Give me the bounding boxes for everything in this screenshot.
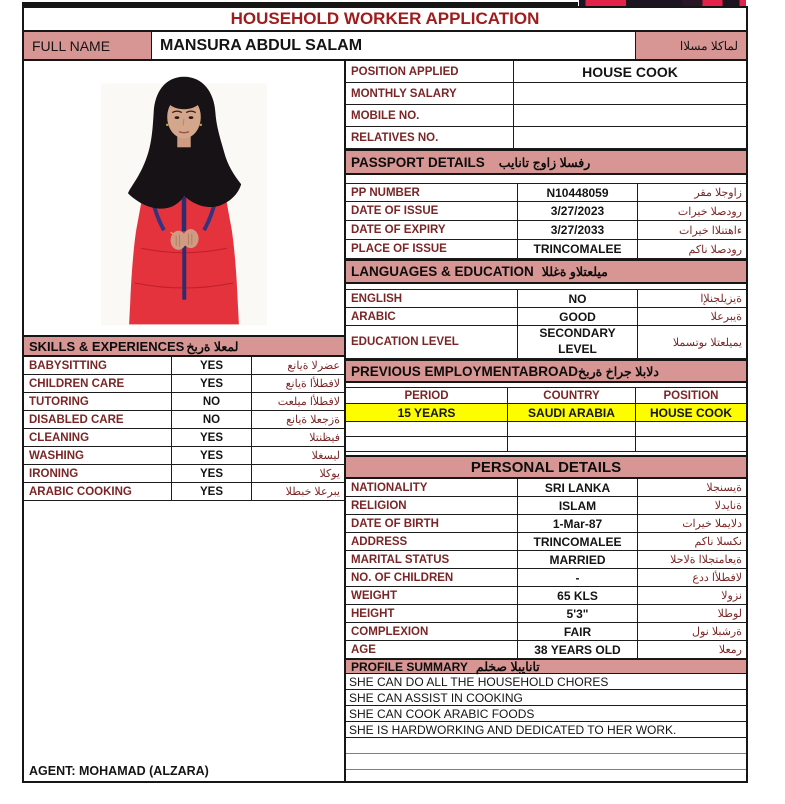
field-value: SRI LANKA xyxy=(518,479,638,496)
table-row xyxy=(346,569,746,587)
field-label: PP NUMBER xyxy=(346,184,518,201)
skill-label-arabic: يبرعلا خبطلا xyxy=(285,486,340,498)
skill-label-arabic: لافطلأا ةيانع xyxy=(285,378,340,390)
skill-value: YES xyxy=(172,483,252,500)
skill-label-arabic: يوكلا xyxy=(319,468,340,480)
profile-title: PROFILE SUMMARY xyxy=(351,659,468,674)
summary-line: SHE IS HARDWORKING AND DEDICATED TO HER WORK. xyxy=(346,722,746,738)
column-header: PERIOD xyxy=(346,388,508,403)
employment-country: SAUDI ARABIA xyxy=(508,404,636,421)
table-row xyxy=(346,587,746,605)
employment-title: PREVIOUS EMPLOYMENTABROAD xyxy=(351,363,579,379)
field-label: POSITION APPLIED xyxy=(346,61,514,82)
field-value: 3/27/2033 xyxy=(518,221,638,239)
languages-title: LANGUAGES & EDUCATION xyxy=(351,264,534,279)
skill-value: YES xyxy=(172,465,252,482)
table-row xyxy=(346,105,746,127)
field-label: PLACE OF ISSUE xyxy=(346,240,518,258)
profile-section-header xyxy=(346,659,746,674)
field-label: COMPLEXION xyxy=(346,623,518,640)
skill-label-arabic: ليسغلا xyxy=(311,450,340,462)
empty-cell xyxy=(346,422,508,436)
field-value: N10448059 xyxy=(518,184,638,201)
empty-cell xyxy=(346,437,508,451)
profile-title-arabic: تانايبلا صخلم xyxy=(475,660,540,674)
field-value xyxy=(514,127,746,148)
field-label: DATE OF BIRTH xyxy=(346,515,518,532)
field-label: DATE OF EXPIRY xyxy=(346,221,518,239)
table-row xyxy=(346,289,746,308)
field-label: DATE OF ISSUE xyxy=(346,202,518,220)
field-value: HOUSE COOK xyxy=(582,63,678,80)
column-header: POSITION xyxy=(663,389,719,402)
skills-section-header xyxy=(24,335,344,357)
employment-row-empty xyxy=(346,437,746,452)
field-label-arabic: ةيبرعلا xyxy=(710,311,742,323)
field-label: ENGLISH xyxy=(346,290,518,307)
field-value: 65 KLS xyxy=(518,587,638,604)
languages-title-arabic: ميلعتلاو ةغللا xyxy=(541,265,608,279)
table-row xyxy=(346,605,746,623)
field-label: MOBILE NO. xyxy=(346,105,514,126)
skill-label-arabic: ةزجعلا ةيانع xyxy=(286,414,340,426)
field-label-arabic: ءاهتنلاا خيرات xyxy=(679,224,742,237)
field-label: WEIGHT xyxy=(346,587,518,604)
field-label: MARITAL STATUS xyxy=(346,551,518,568)
table-row xyxy=(346,497,746,515)
right-column xyxy=(344,61,746,781)
skill-label: CLEANING xyxy=(24,429,172,446)
summary-line-empty xyxy=(346,738,746,754)
field-label-arabic: نكسلا ناكم xyxy=(694,536,742,548)
page-title: HOUSEHOLD WORKER APPLICATION xyxy=(24,8,746,32)
personal-section-header xyxy=(346,455,746,479)
field-label-arabic: رودصلا ناكم xyxy=(688,243,742,256)
skill-row xyxy=(24,411,344,429)
employment-position: HOUSE COOK xyxy=(649,405,732,420)
summary-line: SHE CAN ASSIST IN COOKING xyxy=(346,690,746,706)
table-row xyxy=(346,221,746,240)
field-label-arabic: ةيزيلجنلإا xyxy=(700,293,742,305)
field-value: FAIR xyxy=(518,623,638,640)
field-label-arabic: دلايملا خيرات xyxy=(682,518,742,530)
employment-period: 15 YEARS xyxy=(346,404,508,421)
skill-label: BABYSITTING xyxy=(24,357,172,374)
field-label-arabic: لوطلا xyxy=(717,608,742,620)
skill-value: YES xyxy=(172,447,252,464)
field-value: 3/27/2023 xyxy=(518,202,638,220)
field-value xyxy=(514,105,746,126)
full-name-label-arabic: لماكلا مسلاا xyxy=(636,32,746,59)
table-row xyxy=(346,515,746,533)
skill-row xyxy=(24,465,344,483)
table-row xyxy=(346,308,746,326)
skill-value: YES xyxy=(172,375,252,392)
table-row xyxy=(346,641,746,659)
skill-label-arabic: عضرلا ةيانع xyxy=(287,360,340,372)
column-header: COUNTRY xyxy=(508,388,636,403)
field-label-arabic: نزولا xyxy=(721,590,742,602)
passport-title: PASSPORT DETAILS xyxy=(351,154,485,170)
field-label-arabic: زاوجلا مقر xyxy=(694,187,742,199)
field-label: MONTHLY SALARY xyxy=(346,83,514,104)
empty-cell xyxy=(636,437,746,451)
passport-section-header xyxy=(346,149,746,175)
applicant-portrait-illustration xyxy=(24,61,344,335)
field-label-arabic: رودصلا خيرات xyxy=(677,205,742,218)
table-row xyxy=(346,551,746,569)
table-row xyxy=(346,183,746,202)
skill-label: WASHING xyxy=(24,447,172,464)
table-row xyxy=(346,202,746,221)
skill-row xyxy=(24,375,344,393)
summary-line: SHE CAN DO ALL THE HOUSEHOLD CHORES xyxy=(346,674,746,690)
skill-row xyxy=(24,447,344,465)
summary-line-empty xyxy=(346,770,746,781)
application-document xyxy=(22,6,748,783)
field-label-arabic: ةنايدلا xyxy=(714,500,742,512)
field-label-arabic: ةرشبلا نول xyxy=(692,626,742,638)
field-value: 1-Mar-87 xyxy=(518,515,638,532)
field-label: NO. OF CHILDREN xyxy=(346,569,518,586)
field-value xyxy=(514,83,746,104)
empty-cell xyxy=(508,437,636,451)
skills-title-arabic: لمعلا ةربخ xyxy=(186,339,239,354)
skill-value: NO xyxy=(172,411,252,428)
left-column xyxy=(24,61,344,781)
table-row xyxy=(346,83,746,105)
skill-row xyxy=(24,357,344,375)
field-value: MARRIED xyxy=(518,551,638,568)
full-name-row xyxy=(24,32,746,61)
field-label: AGE xyxy=(346,641,518,658)
field-label: HEIGHT xyxy=(346,605,518,622)
personal-title: PERSONAL DETAILS xyxy=(470,458,622,476)
skill-value: YES xyxy=(172,357,252,374)
employment-row-empty xyxy=(346,422,746,437)
field-label-arabic: ةيعامتجلاا ةلاحلا xyxy=(670,554,742,566)
skill-label-arabic: لافطلأا ميلعت xyxy=(277,396,340,408)
summary-line-empty xyxy=(346,754,746,770)
skill-row xyxy=(24,429,344,447)
skills-title: SKILLS & EXPERIENCES xyxy=(29,338,185,354)
passport-title-arabic: رفسلا زاوج تانايب xyxy=(498,155,591,170)
field-value: ISLAM xyxy=(518,497,638,514)
skill-row xyxy=(24,483,344,501)
field-label-arabic: ةيسنجلا xyxy=(706,482,742,494)
table-row xyxy=(346,533,746,551)
skill-label: CHILDREN CARE xyxy=(24,375,172,392)
table-row xyxy=(346,623,746,641)
summary-line: SHE CAN COOK ARABIC FOODS xyxy=(346,706,746,722)
field-label-arabic: لافطلأا ددع xyxy=(692,572,742,584)
employment-section-header xyxy=(346,359,746,383)
agent-line: AGENT: MOHAMAD (ALZARA) xyxy=(29,764,209,778)
field-value: GOOD xyxy=(518,308,638,325)
employment-row-highlighted xyxy=(346,404,746,422)
full-name-value: MANSURA ABDUL SALAM xyxy=(152,32,636,59)
field-value: - xyxy=(518,569,638,586)
table-row xyxy=(346,127,746,149)
field-label: ARABIC xyxy=(346,308,518,325)
field-label-arabic: يميلعتلا ىوتسملا xyxy=(672,336,742,349)
skill-label: DISABLED CARE xyxy=(24,411,172,428)
empty-cell xyxy=(636,422,746,436)
field-value: NO xyxy=(518,290,638,307)
applicant-photo xyxy=(24,61,344,335)
full-name-label: FULL NAME xyxy=(24,32,152,59)
field-label-arabic: رمعلا xyxy=(718,644,742,656)
field-label: EDUCATION LEVEL xyxy=(346,326,518,358)
field-label: NATIONALITY xyxy=(346,479,518,496)
field-value: SECONDARY LEVEL xyxy=(518,326,638,358)
table-row xyxy=(346,61,746,83)
field-label: RELIGION xyxy=(346,497,518,514)
skill-value: YES xyxy=(172,429,252,446)
field-label: ADDRESS xyxy=(346,533,518,550)
field-label: RELATIVES NO. xyxy=(346,127,514,148)
languages-section-header xyxy=(346,259,746,284)
skill-label: IRONING xyxy=(24,465,172,482)
table-row xyxy=(346,326,746,359)
field-value: 5'3" xyxy=(518,605,638,622)
field-value: TRINCOMALEE xyxy=(518,240,638,258)
skill-label-arabic: فيظنتلا xyxy=(309,432,340,444)
empty-cell xyxy=(508,422,636,436)
table-row xyxy=(346,240,746,259)
employment-column-headers xyxy=(346,387,746,404)
skill-label: ARABIC COOKING xyxy=(24,483,172,500)
table-row xyxy=(346,479,746,497)
field-value: TRINCOMALEE xyxy=(518,533,638,550)
skill-value: NO xyxy=(172,393,252,410)
skill-label: TUTORING xyxy=(24,393,172,410)
field-value: 38 YEARS OLD xyxy=(518,641,638,658)
employment-title-arabic: دلابلا جراخ ةربخ xyxy=(578,364,659,379)
skill-row xyxy=(24,393,344,411)
